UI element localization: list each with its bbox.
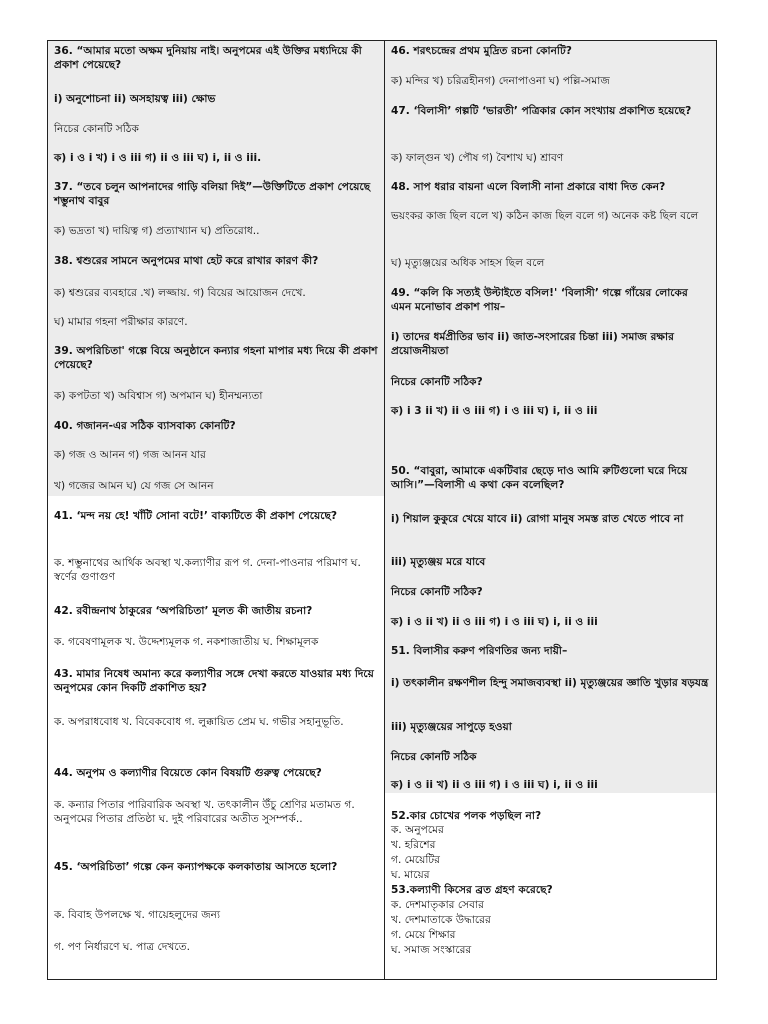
q36-question: 36. “আমার মতো অক্ষম দুনিয়ায় নাই। অনুপমের এই উক্তির মধ্যদিয়ে কী প্রকাশ পেয়েছে? bbox=[54, 45, 362, 71]
q50-statement-1: i) শিয়াল কুকুরে খেয়ে যাবে ii) রোগা মানুষ সমস্ত রাত খেতে পাবে না bbox=[391, 513, 684, 525]
q43-options: ক. অপরাধবোধ খ. বিবেকবোধ গ. লুক্কায়িত প্রেম ঘ. গভীর সহানুভূতি. bbox=[54, 716, 344, 728]
q40-options-1: ক) গজ ও আনন গ) গজ আনন যার bbox=[54, 449, 206, 461]
q49-options: ক) i 3 ii খ) ii ও iii গ) i ও iii ঘ) i, ii ও iii bbox=[391, 405, 598, 417]
q46-options: ক) মন্দির খ) চরিত্রহীনগ) দেনাপাওনা ঘ) পল্লি-সমাজ bbox=[391, 75, 610, 87]
q40-question: 40. গজানন-এর সঠিক ব্যাসবাক্য কোনটি? bbox=[54, 420, 236, 432]
q41-question: 41. ‘মন্দ নয় হে! খাঁটি সোনা বটে!’ বাক্যটিতে কী প্রকাশ পেয়েছে? bbox=[54, 510, 338, 522]
q51-statement-1: i) তৎকালীন রক্ষণশীল হিন্দু সমাজব্যবস্থা ii) মৃত্যুঞ্জয়ের জ্ঞাতি খুড়ার ষড়যন্ত্র bbox=[391, 677, 709, 689]
q46-question: 46. শরৎচন্দ্রের প্রথম মুদ্রিত রচনা কোনটি? bbox=[391, 45, 572, 57]
q52-option-ga: গ. মেয়েটির bbox=[391, 854, 440, 866]
q49-question: 49. “কলি কি সত্যই উল্টাইতে বসিল!' ‘বিলাসী’ গল্পে গাঁয়ের লোকের এমন মনোভাব প্রকাশ পায়– bbox=[391, 287, 688, 313]
q51-question: 51. বিলাসীর করুণ পরিণতির জন্য দায়ী– bbox=[391, 645, 568, 657]
q49-statements: i) তাদের ধর্মপ্রীতির ভাব ii) জাত-সংসারের চিন্তা iii) সমাজ রক্ষার প্রয়োজনীয়তা bbox=[391, 331, 674, 357]
q52-question: 52.কার চোখের পলক পড়ছিল না? bbox=[391, 810, 542, 822]
q53-option-ka: ক. দেশমাতৃকার সেবার bbox=[391, 899, 484, 911]
q53-option-kha: খ. দেশমাতাকে উদ্ধারের bbox=[391, 914, 491, 926]
q51-options: ক) i ও ii খ) ii ও iii গ) i ও iii ঘ) i, ii ও iii bbox=[391, 779, 598, 791]
question-sheet bbox=[47, 40, 717, 980]
q41-options: ক. শম্ভুনাথের আর্থিক অবস্থা খ.কল্যাণীর রূপ গ. দেনা-পাওনার পরিমাণ ঘ. স্বর্ণের গুণাগুণ bbox=[54, 557, 361, 583]
q40-options-2: খ) গজের আমন ঘ) যে গজ সে আনন bbox=[54, 480, 214, 492]
q44-options: ক. কন্যার পিতার পারিবারিক অবস্থা খ. তৎকালীন উঁচু শ্রেণির মতামত গ. অনুপমের পিতার প্রতিষ্ঠা ঘ. দুই পরিবারের অতীত সুসম্পর্ক.. bbox=[54, 799, 355, 825]
q37-options: ক) ভদ্রতা খ) দায়িত্ব গ) প্রত্যাখ্যান ঘ) প্রতিরোধ.. bbox=[54, 225, 260, 237]
q51-statement-2: iii) মৃত্যুঞ্জয়ের সাপুড়ে হওয়া bbox=[391, 721, 512, 733]
q36-prompt: নিচের কোনটি সঠিক bbox=[54, 123, 139, 135]
q53-option-ga: গ. মেয়ে শিক্ষার bbox=[391, 929, 456, 941]
q50-statement-2: iii) মৃত্যুঞ্জয় মরে যাবে bbox=[391, 556, 486, 568]
q50-question: 50. “বাবুরা, আমাকে একটিবার ছেড়ে দাও আমি রুটিগুলো ঘরে দিয়ে আসি।”—বিলাসী এ কথা কেন বলেছিল? bbox=[391, 465, 688, 491]
q52-option-kha: খ. হরিশের bbox=[391, 839, 436, 851]
q38-question: 38. শ্বশুরের সামনে অনুপমের মাথা হেট করে রাখার কারণ কী? bbox=[54, 255, 319, 267]
q37-question: 37. “তবে চলুন আপনাদের গাড়ি বলিয়া দিই”—উক্তিটিতে প্রকাশ পেয়েছে শম্ভুনাথ বাবুর bbox=[54, 181, 371, 207]
q52-option-gha: ঘ. মায়ের bbox=[391, 869, 430, 881]
q44-question: 44. অনুপম ও কল্যাণীর বিয়েতে কোন বিষয়টি গুরুত্ব পেয়েছে? bbox=[54, 767, 322, 779]
q50-options: ক) i ও ii খ) ii ও iii গ) i ও iii ঘ) i, ii ও iii bbox=[391, 616, 598, 628]
q48-question: 48. সাপ ধরার বায়না এলে বিলাসী নানা প্রকারে বাধা দিত কেন? bbox=[391, 181, 666, 193]
q47-options: ক) ফাল্গুন খ) পৌষ গ) বৈশাখ ঘ) শ্রাবণ bbox=[391, 152, 564, 164]
q45-options-1: ক. বিবাহ উপলক্ষে খ. গায়েহলুদের জন্য bbox=[54, 909, 221, 921]
q36-statements: i) অনুশোচনা ii) অসহায়ত্ব iii) ক্ষোভ bbox=[54, 93, 216, 105]
q42-options: ক. গবেষণামূলক খ. উদ্দেশ্যমূলক গ. নকশাজাতীয় ঘ. শিক্ষামূলক bbox=[54, 636, 319, 648]
q53-question: 53.কল্যাণী কিসের ব্রত গ্রহণ করেছে? bbox=[391, 884, 553, 896]
q45-options-2: গ. পণ নির্ধারণে ঘ. পাত্র দেখতে. bbox=[54, 941, 190, 953]
q48-options-1: ভয়ংকর কাজ ছিল বলে খ) কঠিন কাজ ছিল বলে গ) অনেক কষ্ট ছিল বলে bbox=[391, 210, 699, 222]
q39-question: 39. অপরিচিতা' গল্পে বিয়ে অনুষ্ঠানে কন্যার গহনা মাপার মধ্য দিয়ে কী প্রকাশ পেয়েছে? bbox=[54, 345, 378, 371]
q43-question: 43. মামার নিষেধ অমান্য করে কল্যাণীর সঙ্গে দেখা করতে যাওয়ার মধ্য দিয়ে অনুপমের কোন দিকটি প্রকাশিত হয়? bbox=[54, 668, 374, 694]
q42-question: 42. রবীন্দ্রনাথ ঠাকুরের ‘অপরিচিতা’ মূলত কী জাতীয় রচনা? bbox=[54, 605, 313, 617]
q51-prompt: নিচের কোনটি সঠিক bbox=[391, 751, 477, 763]
q38-options-2: ঘ) মামার গহনা পরীক্ষার কারণে. bbox=[54, 316, 188, 328]
q48-options-2: ঘ) মৃত্যুঞ্জয়ের অধিক সাহস ছিল বলে bbox=[391, 257, 545, 269]
q38-options-1: ক) শ্বশুরের ব্যবহারে .খ) লজ্জায়. গ) বিয়ের আয়োজন দেখে. bbox=[54, 287, 306, 299]
q49-prompt: নিচের কোনটি সঠিক? bbox=[391, 376, 483, 388]
q47-question: 47. ‘বিলাসী’ গল্পটি ‘ভারতী’ পত্রিকার কোন সংখ্যায় প্রকাশিত হয়েছে? bbox=[391, 105, 692, 117]
q53-option-gha: ঘ. সমাজ সংস্কারের bbox=[391, 944, 472, 956]
q52-option-ka: ক. অনুপমের bbox=[391, 824, 444, 836]
q36-options: ক) i ও i খ) i ও iii গ) ii ও iii ঘ) i, ii ও iii. bbox=[54, 152, 262, 164]
q45-question: 45. ‘অপরিচিতা’ গল্পে কেন কন্যাপক্ষকে কলকাতায় আসতে হলো? bbox=[54, 861, 338, 873]
q39-options: ক) কপটতা খ) অবিশ্বাস গ) অপমান ঘ) হীনম্মন্যতা bbox=[54, 390, 263, 402]
q50-prompt: নিচের কোনটি সঠিক? bbox=[391, 586, 483, 598]
